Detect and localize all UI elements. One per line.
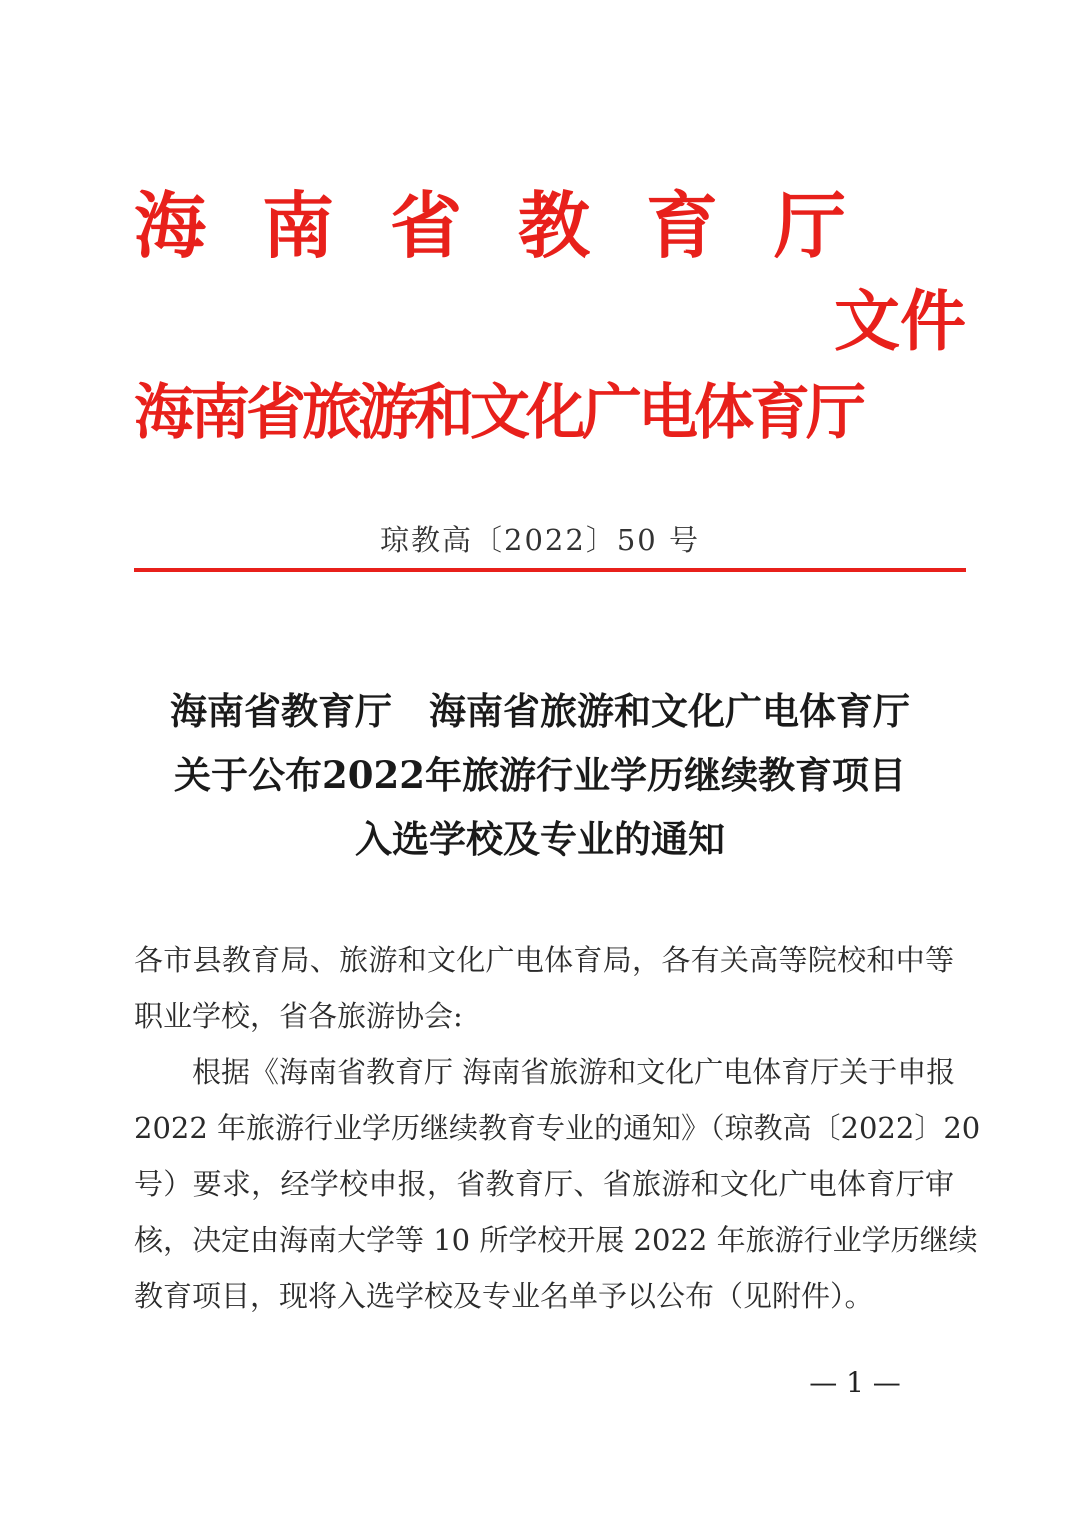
title-line-2: 关于公布2022年旅游行业学历继续教育项目 xyxy=(174,753,906,797)
title-line-3: 入选学校及专业的通知 xyxy=(355,817,725,861)
body-line: 职业学校，省各旅游协会: xyxy=(134,999,463,1033)
document-number: 琼教高〔2022〕50 号 xyxy=(380,523,700,557)
document-body xyxy=(134,932,981,1324)
red-divider-line xyxy=(134,568,966,572)
letterhead-issuer-tourism: 海南省旅游和文化广电体育厅 xyxy=(134,378,862,448)
body-line: 号）要求，经学校申报，省教育厅、省旅游和文化广电体育厅审 xyxy=(134,1167,954,1201)
body-line: 2022 年旅游行业学历继续教育专业的通知》（琼教高〔2022〕20 xyxy=(134,1111,981,1145)
body-line: 各市县教育局、旅游和文化广电体育局，各有关高等院校和中等 xyxy=(134,943,954,977)
body-line: 核，决定由海南大学等 10 所学校开展 2022 年旅游行业学历继续 xyxy=(134,1223,978,1257)
title-line-1: 海南省教育厅 海南省旅游和文化广电体育厅 xyxy=(170,689,910,733)
body-line: 根据《海南省教育厅 海南省旅游和文化广电体育厅关于申报 xyxy=(134,1055,956,1089)
document-title xyxy=(0,684,1080,876)
page-number: — 1 — xyxy=(809,1366,901,1399)
body-line: 教育项目，现将入选学校及专业名单予以公布（见附件）。 xyxy=(134,1279,874,1313)
letterhead-issuer-education: 海南省教育厅 xyxy=(134,183,903,268)
letterhead-document-word: 文件 xyxy=(834,282,966,360)
